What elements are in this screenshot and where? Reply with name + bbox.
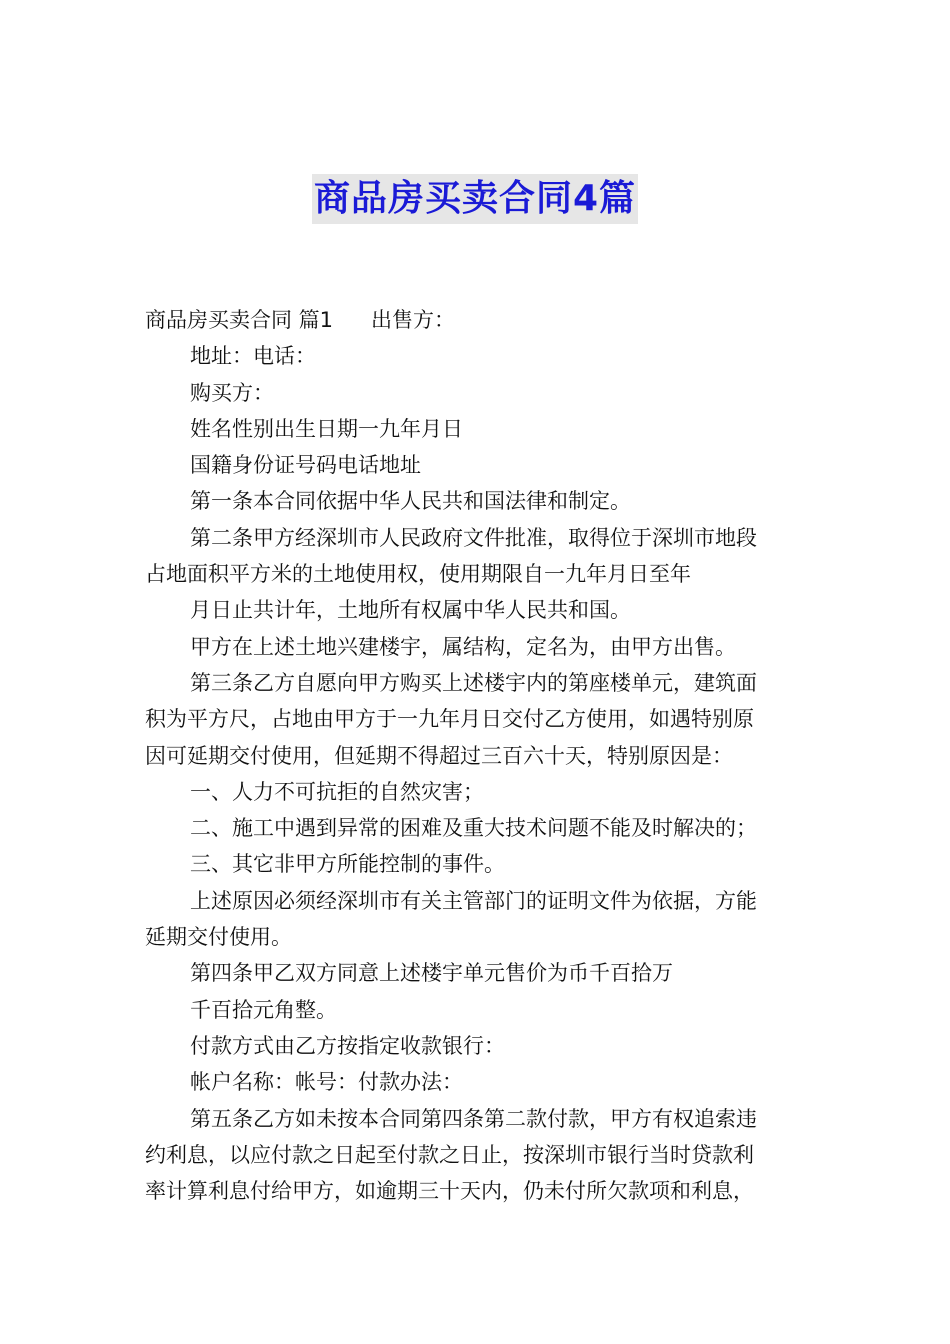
text-line: 地址：电话： <box>190 344 316 369</box>
text-line: 上述原因必须经深圳市有关主管部门的证明文件为依据，方能 <box>190 888 757 913</box>
text-line: 第三条乙方自愿向甲方购买上述楼宇内的第座楼单元，建筑面 <box>190 670 757 695</box>
text-line: 第四条甲乙双方同意上述楼宇单元售价为币千百拾万 <box>190 961 673 986</box>
text-line: 购买方： <box>190 380 274 405</box>
text-line: 付款方式由乙方按指定收款银行： <box>190 1033 505 1058</box>
text-line: 延期交付使用。 <box>145 925 292 950</box>
text-line: 三、其它非甲方所能控制的事件。 <box>190 852 505 877</box>
seller-label: 出售方： <box>371 308 456 332</box>
text-line: 因可延期交付使用，但延期不得超过三百六十天，特别原因是： <box>145 743 733 768</box>
text-line: 第二条甲方经深圳市人民政府文件批准，取得位于深圳市地段 <box>190 525 757 550</box>
part-label: 商品房买卖合同 篇1 <box>145 308 334 332</box>
text-line: 一、人力不可抗拒的自然灾害； <box>190 779 484 804</box>
title-container <box>0 174 950 224</box>
section-heading <box>145 302 807 338</box>
text-line: 二、施工中遇到异常的困难及重大技术问题不能及时解决的； <box>190 816 757 841</box>
paragraph-lines <box>145 338 807 1209</box>
document-body <box>145 302 807 1209</box>
text-line: 第五条乙方如未按本合同第四条第二款付款，甲方有权追索违 <box>190 1106 757 1131</box>
document-title: 商品房买卖合同4篇 <box>312 174 638 224</box>
text-line: 第一条本合同依据中华人民共和国法律和制定。 <box>190 489 631 514</box>
text-line: 千百拾元角整。 <box>190 997 337 1022</box>
text-line: 甲方在上述土地兴建楼宇，属结构，定名为，由甲方出售。 <box>190 634 736 659</box>
text-line: 积为平方尺，占地由甲方于一九年月日交付乙方使用，如遇特别原 <box>145 707 754 732</box>
text-line: 国籍身份证号码电话地址 <box>190 453 421 478</box>
text-line: 月日止共计年，土地所有权属中华人民共和国。 <box>190 598 631 623</box>
text-line: 占地面积平方米的土地使用权，使用期限自一九年月日至年 <box>145 562 691 587</box>
text-line: 帐户名称：帐号：付款办法： <box>190 1070 463 1095</box>
text-line: 姓名性别出生日期一九年月日 <box>190 416 463 441</box>
text-line: 率计算利息付给甲方，如逾期三十天内，仍未付所欠款项和利息， <box>145 1179 754 1204</box>
text-line: 约利息，以应付款之日起至付款之日止，按深圳市银行当时贷款利 <box>145 1142 754 1167</box>
